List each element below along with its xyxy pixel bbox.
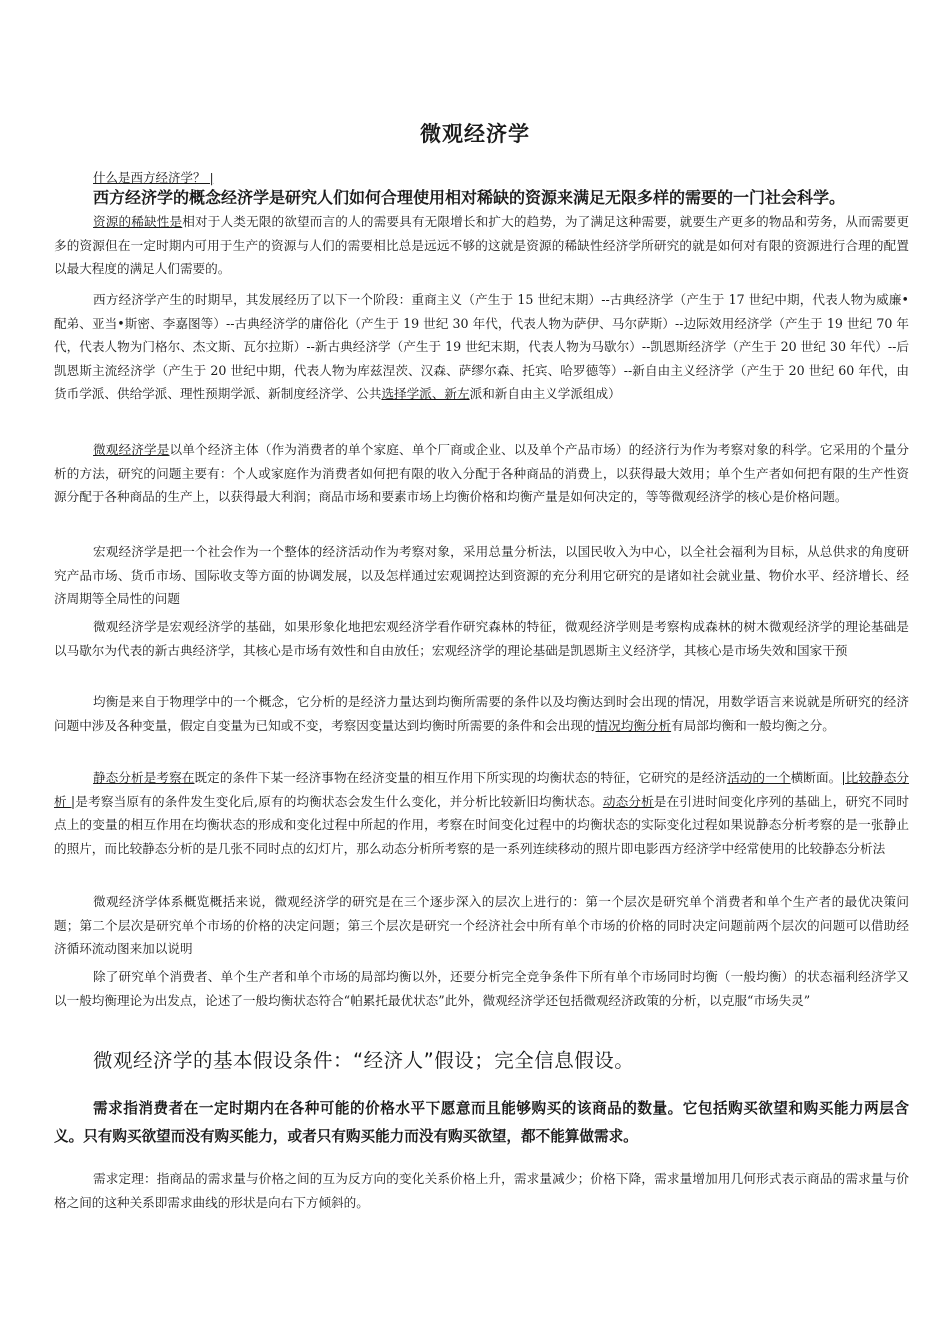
paragraph-macroeconomics: 宏观经济学是把一个社会作为一个整体的经济活动作为考察对象，采用总量分析法，以国民收入为中心，以全社会福利为目标，从总供求的角度研究产品市场、货币市场、国际收支等方面的协调发展，以及怎样通过宏观调控达到资源的充分利用它研究的是诸如社会就业量、物价水平、经济增长、经济周期等全局性的问题 xyxy=(54,544,909,606)
demand-definition: 需求指消费者在一定时期内在各种可能的价格水平下愿意而且能够购买的该商品的数量。它包括购买欲望和购买能力两层含义。只有购买欲望而没有购买能力，或者只有购买能力而没有购买欲望，都不能算做需求。 xyxy=(54,1100,909,1145)
economics-definition: 西方经济学的概念经济学是研究人们如何合理使用相对稀缺的资源来满足无限多样的需要的一门社会科学。 xyxy=(93,188,846,207)
page-title: 微观经济学 xyxy=(420,122,530,146)
paragraph-general-equilibrium: 除了研究单个消费者、单个生产者和单个市场的局部均衡以外，还要分析完全竞争条件下所有单个市场同时均衡（一般均衡）的状态福利经济学又以一般均衡理论为出发点，论述了一般均衡状态符合“帕累托最优状态”此外，微观经济学还包括微观经济政策的分析，以克服“市场失灵” xyxy=(54,969,909,1008)
paragraph-scarcity: 资源的稀缺性是相对于人类无限的欲望而言的人的需要具有无限增长和扩大的趋势，为了满足这种需要，就要生产更多的物品和劳务，从而需要更多的资源但在一定时期内可用于生产的资源与人们的需要相比总是远远不够的这就是资源的稀缺性经济学所研究的就是如何对有限的资源进行合理的配置以最大程度的满足人们需要的。 xyxy=(54,214,910,276)
paragraph-history: 西方经济学产生的时期早，其发展经历了以下一个阶段：重商主义（产生于 15 世纪末期）--古典经济学（产生于 17 世纪中期，代表人物为威廉•配弟、亚当•斯密、李嘉图等）--古典经济学的庸俗化（产生于 19 世纪 30 年代，代表人物为萨伊、马尔萨斯）--边际效用经济学（产生于 19 世纪 70 年代，代表人物为门格尔、杰文斯、瓦尔拉斯）--新古典经济学（产生于 19 世纪末期，代表人物为马歇尔）--凯恩斯经济学（产生于 20 世纪 30 年代）--后凯恩斯主流经济学（产生于 20 世纪中期，代表人物为库兹涅茨、汉森、萨缪尔森、托宾、哈罗德等）--新自由主义经济学（产生于 20 世纪 60 年代，由货币学派、供给学派、理性预期学派、新制度经济学、公共选择学派、新左派和新自由主义学派组成） xyxy=(54,292,909,401)
paragraph-static-dynamic: 静态分析是考察在既定的条件下某一经济事物在经济变量的相互作用下所实现的均衡状态的特征，它研究的是经济活动的一个横断面。|比较静态分析 |是考察当原有的条件发生变化后,原有的均衡状态会发生什么变化，并分析比较新旧均衡状态。动态分析是在引进时间变化序列的基础上，研究不同时点上的变量的相互作用在均衡状态的形成和变化过程中所起的作用，考察在时间变化过程中的均衡状态的实际变化过程如果说静态分析考察的是一张静止的照片，而比较静态分析的是几张不同时点的幻灯片，那么动态分析所考察的是一系列连续移动的照片即电影西方经济学中经常使用的比较静态分析法 xyxy=(54,770,910,856)
paragraph-micro-macro-relation: 微观经济学是宏观经济学的基础，如果形象化地把宏观经济学看作研究森林的特征，微观经济学则是考察构成森林的树木微观经济学的理论基础是以马歇尔为代表的新古典经济学，其核心是市场有效性和自由放任；宏观经济学的理论基础是凯恩斯主义经济学，其核心是市场失效和国家干预 xyxy=(54,619,909,658)
question-subtitle: 什么是西方经济学？ | xyxy=(93,170,214,185)
paragraph-system-overview: 微观经济学体系概览概括来说，微观经济学的研究是在三个逐步深入的层次上进行的：第一个层次是研究单个消费者和单个生产者的最优决策问题；第二个层次是研究单个市场的价格的决定问题；第三个层次是研究一个经济社会中所有单个市场的价格的同时决定问题前两个层次的问题可以借助经济循环流动图来加以说明 xyxy=(54,894,909,956)
paragraph-equilibrium: 均衡是来自于物理学中的一个概念，它分析的是经济力量达到均衡所需要的条件以及均衡达到时会出现的情况，用数学语言来说就是所研究的经济问题中涉及各种变量，假定自变量为已知或不变，考察因变量达到均衡时所需要的条件和会出现的情况均衡分析有局部均衡和一般均衡之分。 xyxy=(54,694,909,733)
paragraph-demand-law: 需求定理：指商品的需求量与价格之间的互为反方向的变化关系价格上升，需求量减少；价格下降，需求量增加用几何形式表示商品的需求量与价格之间的这种关系即需求曲线的形状是向右下方倾斜的。 xyxy=(54,1171,909,1210)
paragraph-microeconomics: 微观经济学是以单个经济主体（作为消费者的单个家庭、单个厂商或企业、以及单个产品市场）的经济行为作为考察对象的科学。它采用的个量分析的方法，研究的问题主要有：个人或家庭作为消费者如何把有限的收入分配于各种商品的消费上，以获得最大效用；单个生产者如何把有限的生产性资源分配于各种商品的生产上，以获得最大利润；商品市场和要素市场上均衡价格和均衡产量是如何决定的，等等微观经济学的核心是价格问题。 xyxy=(54,442,910,504)
assumptions-heading: 微观经济学的基本假设条件：“经济人”假设；完全信息假设。 xyxy=(93,1049,635,1072)
